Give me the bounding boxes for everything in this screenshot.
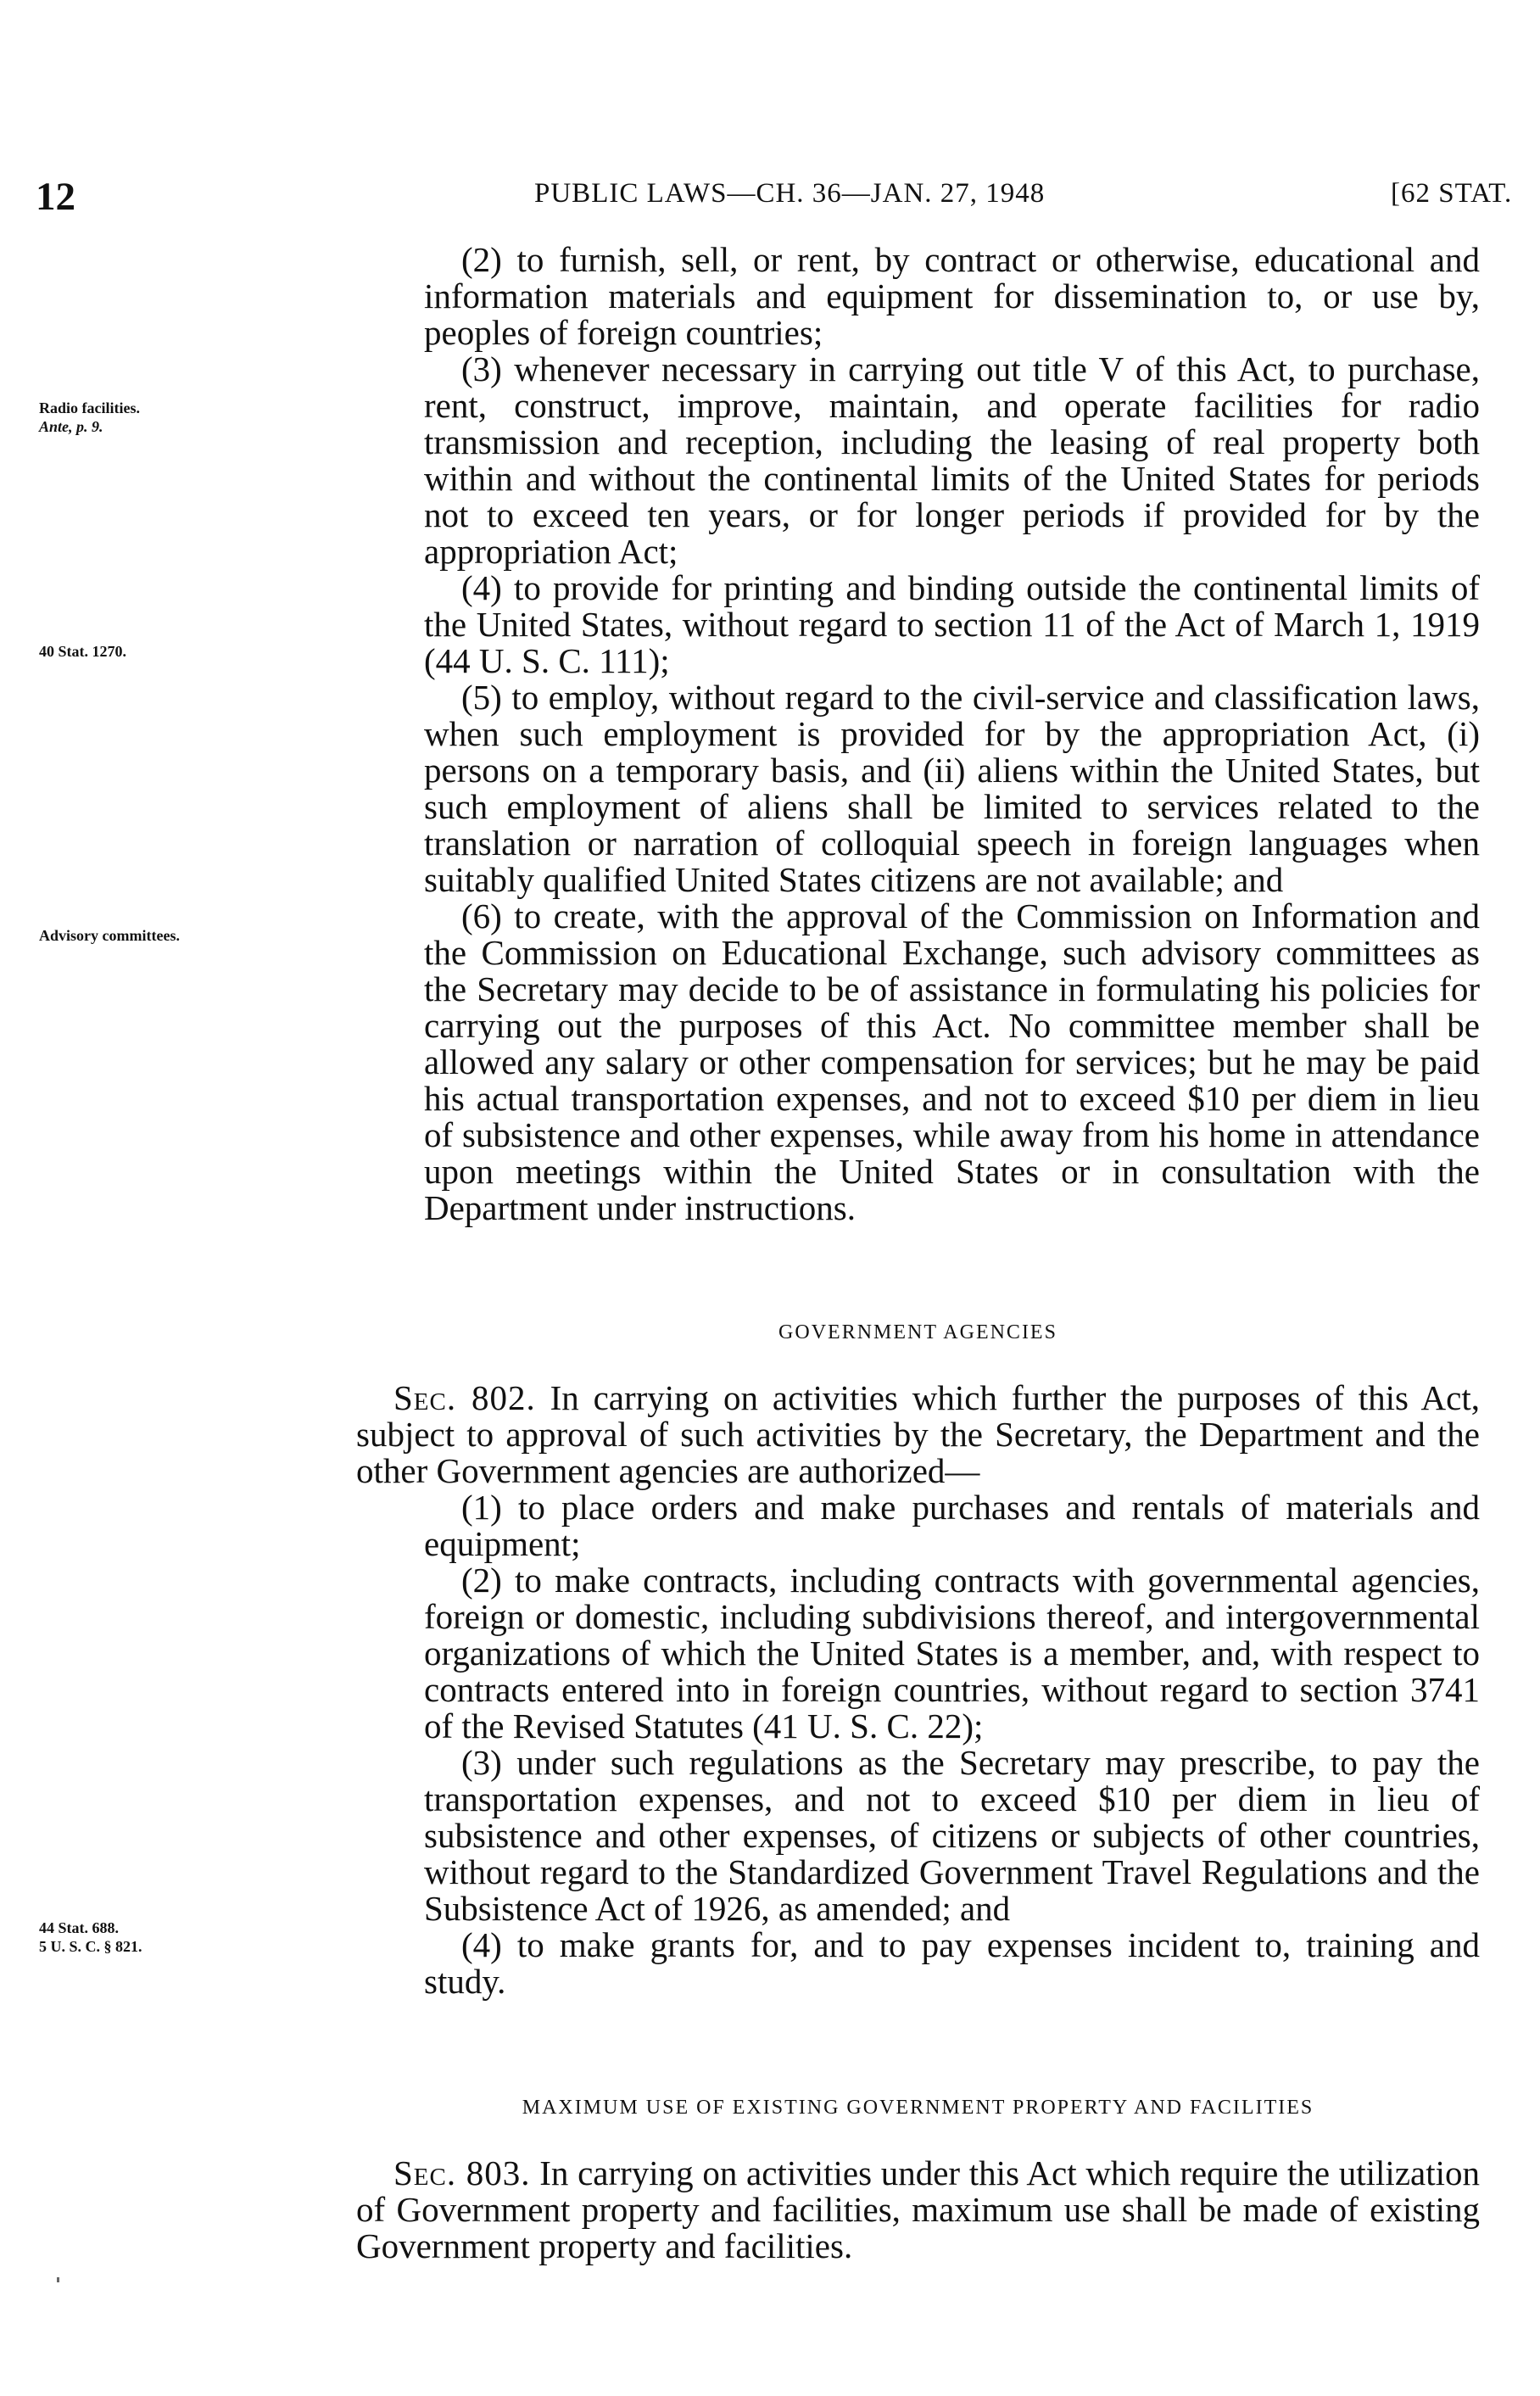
section-803-text: Sec. 803. In carrying on activities under this Act which require the utilization of Government property and facilities, maximum use shall be made of existing Government property and facilities.	[356, 2153, 1480, 2265]
margin-note-radio-facilities: Radio facilities. Ante, p. 9.	[39, 399, 140, 435]
page-number: 12	[36, 175, 75, 219]
scan-artifact	[57, 2277, 59, 2282]
main-text-column	[424, 242, 1480, 1226]
margin-note-40-stat: 40 Stat. 1270.	[39, 643, 126, 660]
margin-note-44-stat: 44 Stat. 688. 5 U. S. C. § 821.	[39, 1919, 142, 1955]
section-heading-government-agencies: GOVERNMENT AGENCIES	[778, 1321, 1057, 1343]
section-802	[356, 1321, 1480, 2000]
section-802-item-3: (3) under such regulations as the Secretary may prescribe, to pay the transportation expenses, and not to exceed $10 per diem in lieu of subsistence and other expenses, of citizens or subjects of other countries, without regard to the Standardized Government Travel Regulations and the Subsistence Act of 1926, as amended; and	[424, 1743, 1480, 1928]
section-802-intro: Sec. 802. In carrying on activities which further the purposes of this Act, subject to approval of such activities by the Secretary, the Department and the other Government agencies are authorized—	[356, 1378, 1481, 1490]
section-heading-maximum-use: MAXIMUM USE OF EXISTING GOVERNMENT PROPERTY AND FACILITIES	[522, 2097, 1314, 2119]
paragraph-2: (2) to furnish, sell, or rent, by contract or otherwise, educational and information materials and equipment for dissemination to, or use by, peoples of foreign countries;	[424, 240, 1480, 352]
paragraph-3: (3) whenever necessary in carrying out title V of this Act, to purchase, rent, construct, improve, maintain, and operate facilities for radio transmission and reception, including the leasing of real property both within and without the continental limits of the United States for periods not to exceed ten years, or for longer periods if provided for by the appropriation Act;	[424, 349, 1480, 571]
statute-volume: [62 STAT.	[1391, 178, 1513, 209]
section-label-802: Sec. 802.	[393, 1378, 536, 1417]
section-802-item-4: (4) to make grants for, and to pay expenses incident to, training and study.	[424, 1925, 1480, 2001]
section-label-803: Sec. 803.	[393, 2153, 531, 2192]
paragraph-4: (4) to provide for printing and binding outside the continental limits of the United States, without regard to section 11 of the Act of March 1, 1919 (44 U. S. C. 111);	[424, 568, 1480, 680]
paragraph-5: (5) to employ, without regard to the civil-service and classification laws, when such employment is provided for by the appropriation Act, (i) persons on a temporary basis, and (ii) aliens within the United States, but such employment of aliens shall be limited to services related to the translation or narration of colloquial speech in foreign languages when suitably qualified United States citizens are not available; and	[424, 678, 1480, 899]
section-802-item-2: (2) to make contracts, including contracts with governmental agencies, foreign or domestic, including subdivisions thereof, and intergovernmental organizations of which the United States is a member, and, with respect to contracts entered into in foreign countries, without regard to section 3741 of the Revised Statutes (41 U. S. C. 22);	[424, 1561, 1480, 1745]
section-803	[356, 2097, 1480, 2265]
section-802-item-1: (1) to place orders and make purchases and rentals of materials and equipment;	[424, 1488, 1480, 1563]
margin-note-advisory-committees: Advisory committees.	[39, 927, 180, 944]
paragraph-6: (6) to create, with the approval of the Commission on Information and the Commission on Educational Exchange, such advisory committees as the Secretary may decide to be of assistance in formulating his policies for carrying out the purposes of this Act. No committee member shall be allowed any salary or other compensation for services; but he may be paid his actual transportation expenses, and not to exceed $10 per diem in lieu of subsistence and other expenses, while away from his home in attendance upon meetings within the United States or in consultation with the Department under instructions.	[424, 896, 1480, 1227]
running-header: PUBLIC LAWS—CH. 36—JAN. 27, 1948	[534, 178, 1046, 209]
